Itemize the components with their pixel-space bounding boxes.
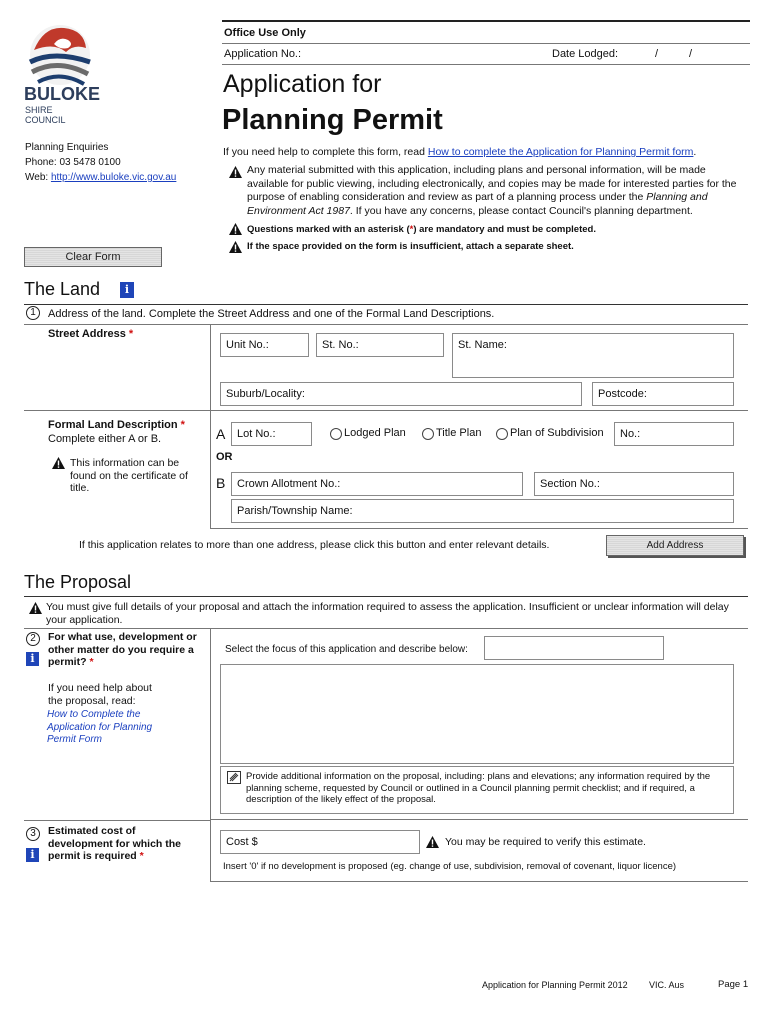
mandatory-note: Questions marked with an asterisk (*) are mandatory and must be completed.	[247, 224, 596, 235]
paperclip-icon	[227, 771, 241, 784]
proposal-help-text: If you need help about the proposal, read:	[48, 682, 152, 707]
warning-icon	[229, 166, 242, 178]
suburb-field[interactable]: Suburb/Locality:	[220, 382, 582, 406]
formal-land-sub: Complete either A or B.	[48, 433, 162, 445]
phone-number: Phone: 03 5478 0100	[25, 157, 121, 168]
plan-no-field[interactable]: No.:	[614, 422, 734, 446]
date-lodged-label: Date Lodged:	[552, 48, 619, 60]
web-label: Web:	[25, 172, 51, 183]
info-icon[interactable]: i	[26, 848, 39, 862]
formal-land-label: Formal Land Description *	[48, 419, 185, 431]
date-slash-2: /	[689, 48, 693, 60]
warning-icon	[29, 602, 42, 614]
proposal-help-link[interactable]: How to Complete the Application for Planning Permit Form	[47, 709, 153, 745]
help-text: If you need help to complete this form, read How to complete the Application for Planning Permit form.	[223, 146, 697, 158]
street-name-field[interactable]: St. Name:	[452, 333, 734, 378]
the-land-title: The Land	[24, 279, 101, 299]
footer-form-name: Application for Planning Permit 2012	[482, 980, 628, 990]
focus-select[interactable]	[484, 636, 664, 660]
postcode-field[interactable]: Postcode:	[592, 382, 734, 406]
question-3-text: Estimated cost of development for which the permit is required *	[48, 825, 182, 862]
verify-estimate-note: You may be required to verify this estimate.	[445, 836, 646, 848]
description-textarea[interactable]	[220, 664, 734, 764]
lot-no-field[interactable]: Lot No.:	[231, 422, 312, 446]
the-proposal-title: The Proposal	[24, 572, 132, 592]
title-line-1: Application for	[223, 70, 382, 98]
warning-icon	[52, 457, 65, 469]
insert-zero-note: Insert '0' if no development is proposed (eg. change of use, subdivision, removal of covenant, liquor licence)	[223, 861, 677, 872]
street-no-field[interactable]: St. No.:	[316, 333, 444, 357]
question-3-number: 3	[26, 827, 40, 841]
additional-info-text: Provide additional information on the proposal, including: plans and elevations; any information required by the planning scheme, requested by Council or outlined in a Council planning permit checklist; and if required, a description of the likely effect of the proposal.	[246, 771, 711, 805]
cost-field[interactable]: Cost $	[220, 830, 420, 854]
unit-no-field[interactable]: Unit No.:	[220, 333, 309, 357]
logo-emblem-icon	[24, 22, 94, 90]
option-b-label: B	[216, 475, 226, 491]
date-slash-1: /	[655, 48, 659, 60]
proposal-warning: You must give full details of your proposal and attach the information required to assess the application. Insufficient or unclear information will delay your application.	[46, 601, 729, 626]
street-address-label: Street Address *	[48, 328, 134, 340]
logo-name: BULOKE	[24, 84, 100, 104]
info-icon[interactable]: i	[120, 282, 134, 298]
section-no-field[interactable]: Section No.:	[534, 472, 734, 496]
logo-subtitle: SHIRE COUNCIL	[25, 105, 66, 125]
info-icon[interactable]: i	[26, 652, 39, 666]
crown-allotment-field[interactable]: Crown Allotment No.:	[231, 472, 523, 496]
question-2-text: For what use, development or other matter do you require a permit? *	[48, 631, 197, 668]
focus-select-label: Select the focus of this application and describe below:	[225, 644, 468, 655]
application-no-label: Application No.:	[224, 48, 302, 60]
footer-jurisdiction: VIC. Aus	[649, 980, 685, 990]
page-title: Planning Permit	[222, 104, 443, 136]
planning-enquiries-label: Planning Enquiries	[25, 142, 109, 153]
help-link[interactable]: How to complete the Application for Planning Permit form	[427, 146, 694, 158]
warning-icon	[426, 836, 439, 848]
web-link[interactable]: http://www.buloke.vic.gov.au	[50, 172, 177, 183]
question-1-text: Address of the land. Complete the Street Address and one of the Formal Land Descriptions.	[48, 308, 495, 320]
option-a-label: A	[216, 426, 226, 442]
question-1-number: 1	[26, 306, 40, 320]
parish-township-field[interactable]: Parish/Township Name:	[231, 499, 734, 523]
footer-page-number: Page 1	[718, 979, 749, 990]
warning-icon	[229, 241, 242, 253]
office-use-title: Office Use Only	[224, 27, 306, 39]
or-label: OR	[216, 451, 233, 463]
question-2-number: 2	[26, 632, 40, 646]
clear-form-button[interactable]: Clear Form	[24, 247, 162, 267]
web-address	[25, 172, 176, 183]
public-viewing-notice: Any material submitted with this application, including plans and personal information, will be made available for public viewing, including electronically, and copies may be made for interested parties for the purpose of enabling consideration and review as part of a planning process under the Planning and Environment Act 1987. If you have any concerns, please contact Council's planning department.	[247, 164, 737, 217]
more-address-text: If this application relates to more than one address, please click this button and enter relevant details.	[79, 539, 550, 551]
warning-icon	[229, 223, 242, 235]
space-note: If the space provided on the form is insufficient, attach a separate sheet.	[247, 241, 574, 252]
add-address-button[interactable]: Add Address	[606, 535, 744, 556]
certificate-note: This information can be found on the certificate of title.	[70, 457, 188, 494]
buloke-logo	[24, 22, 100, 125]
